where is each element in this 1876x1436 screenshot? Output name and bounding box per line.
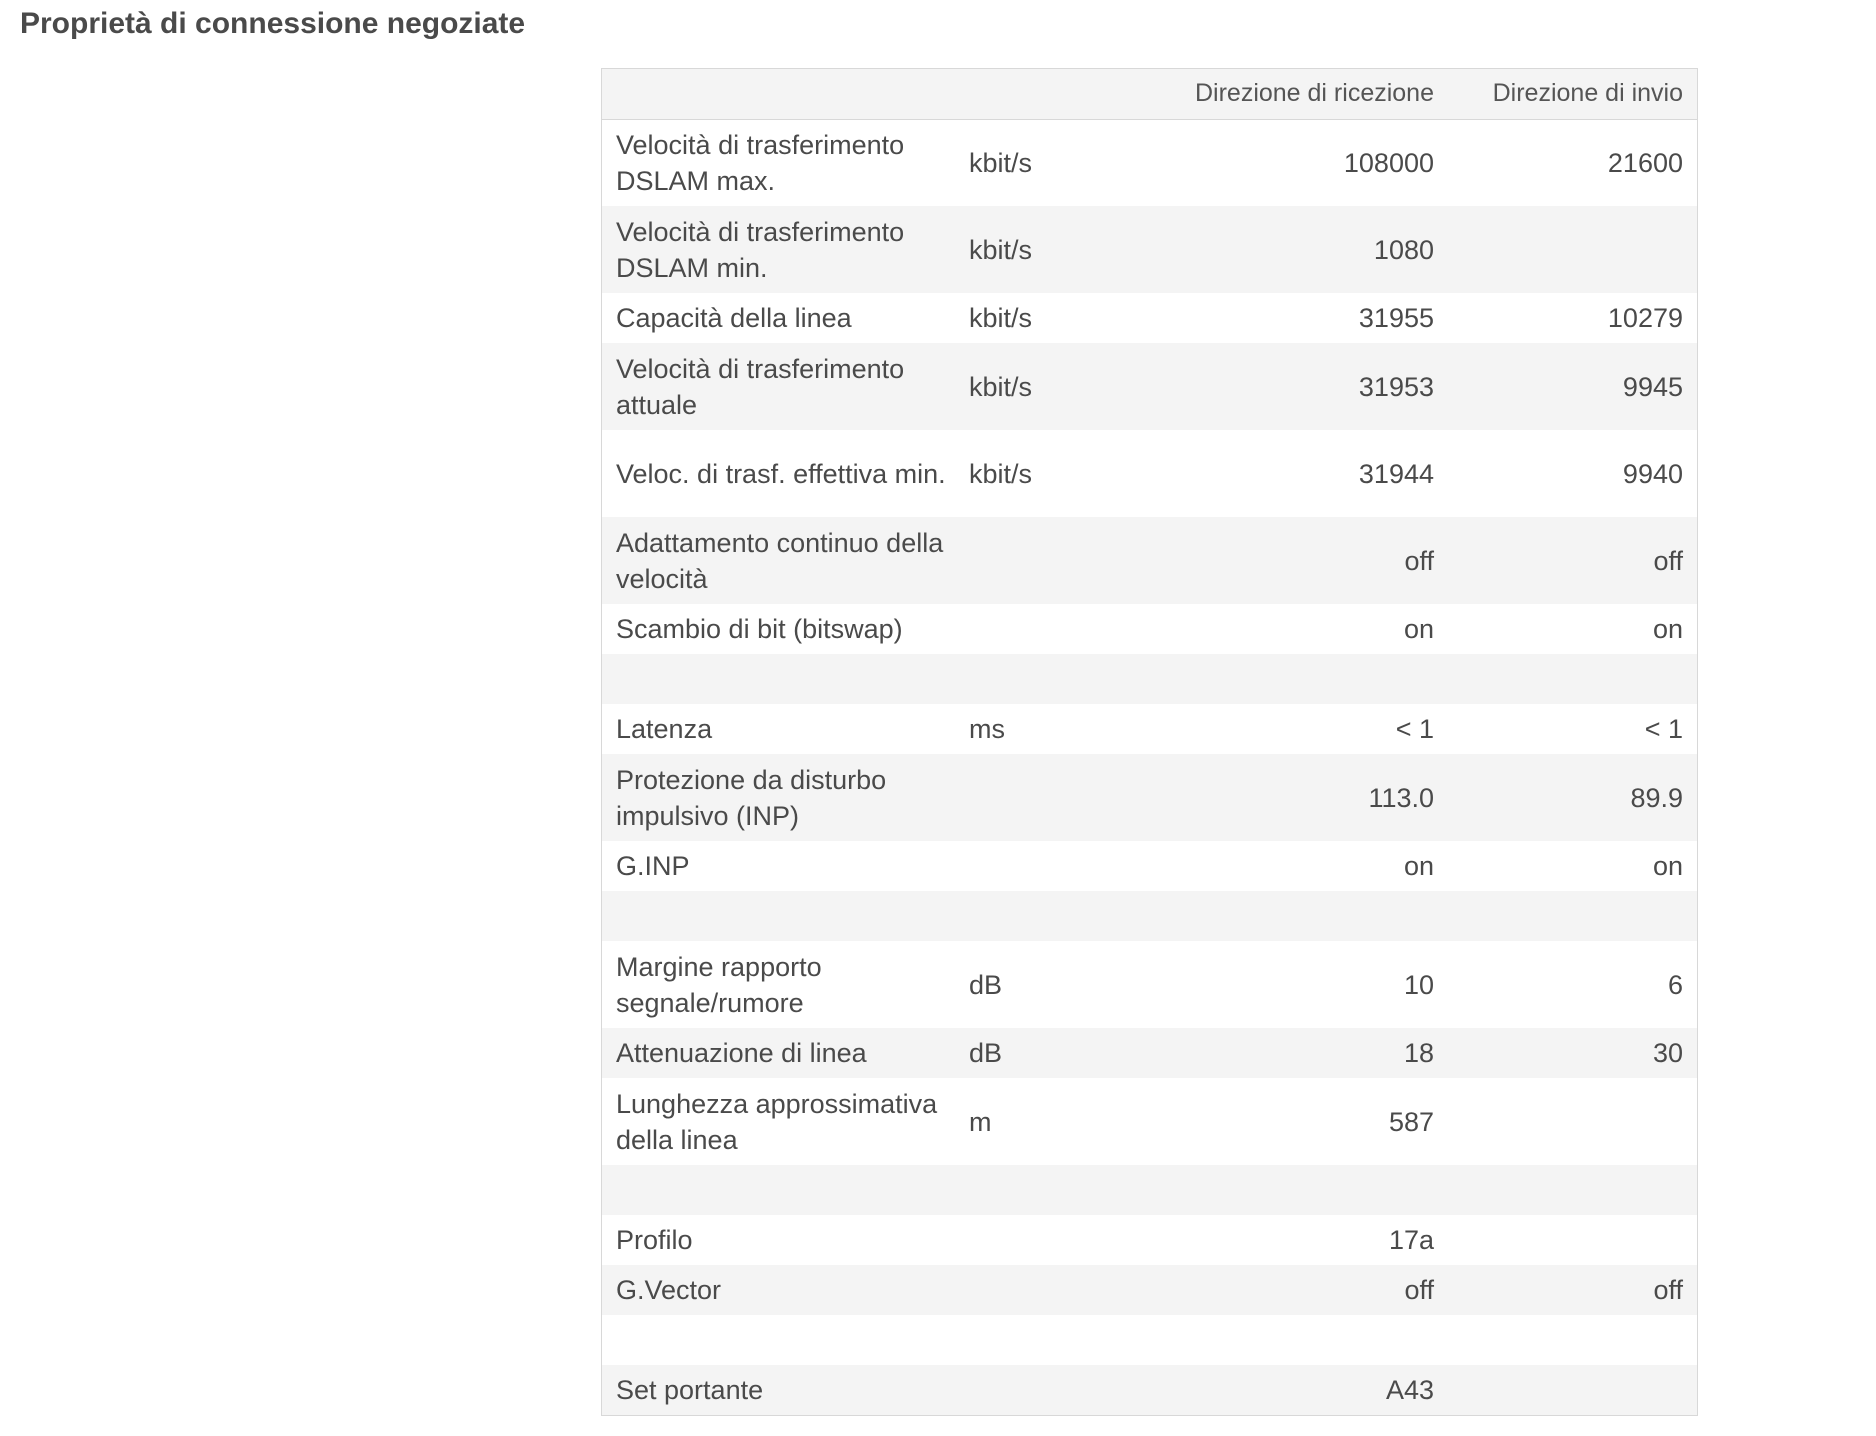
row-unit: dB	[969, 969, 1003, 1000]
row-label: Attenuazione di linea	[616, 1038, 867, 1068]
spacer-row	[602, 891, 1697, 941]
row-receive-value: 1080	[1373, 234, 1434, 265]
row-unit: kbit/s	[969, 234, 1033, 265]
row-send-value	[1448, 1215, 1697, 1265]
table-row	[602, 293, 1697, 343]
row-label: Set portante	[616, 1375, 764, 1405]
row-send-value	[1448, 1315, 1697, 1365]
row-label: Adattamento continuo della velocità	[616, 527, 944, 594]
table-row	[602, 754, 1697, 841]
row-receive-value: 31953	[1358, 371, 1434, 402]
row-label: Latenza	[616, 714, 713, 744]
row-unit: ms	[969, 714, 1005, 744]
spacer-row	[602, 1315, 1697, 1365]
row-receive-value	[1155, 891, 1448, 941]
row-receive-value: on	[1403, 851, 1434, 881]
table-row	[602, 841, 1697, 891]
row-send-value: on	[1652, 614, 1683, 644]
header-receive-direction: Direzione di ricezione	[1194, 79, 1434, 108]
table-row	[602, 206, 1697, 293]
row-unit	[955, 654, 1155, 704]
row-label: G.INP	[616, 851, 690, 881]
row-send-value: 6	[1667, 969, 1683, 1000]
row-receive-value: 31944	[1358, 458, 1434, 489]
row-send-value: off	[1653, 1275, 1683, 1305]
row-send-value: 89.9	[1630, 782, 1683, 813]
table-row	[602, 1265, 1697, 1315]
row-label: Margine rapporto segnale/rumore	[616, 951, 822, 1018]
row-send-value: < 1	[1644, 714, 1683, 744]
row-receive-value: A43	[1385, 1375, 1434, 1405]
row-unit: kbit/s	[969, 147, 1033, 178]
table-row	[602, 1215, 1697, 1265]
row-label: Velocità di trasferimento DSLAM max.	[616, 129, 905, 196]
row-unit	[955, 754, 1155, 841]
row-label	[602, 654, 955, 704]
row-unit	[955, 1365, 1155, 1415]
row-unit: kbit/s	[969, 458, 1033, 489]
row-send-value	[1448, 1078, 1697, 1165]
row-send-value: on	[1652, 851, 1683, 881]
row-unit	[955, 1165, 1155, 1215]
row-send-value: 10279	[1607, 303, 1683, 333]
row-send-value: 9945	[1622, 371, 1683, 402]
table-row	[602, 1365, 1697, 1415]
row-label: Scambio di bit (bitswap)	[616, 614, 903, 644]
table-row	[602, 941, 1697, 1028]
table-row	[602, 1078, 1697, 1165]
table-header-row	[602, 69, 1697, 119]
table-row	[602, 343, 1697, 430]
row-receive-value: off	[1404, 1275, 1434, 1305]
table-row	[602, 517, 1697, 604]
row-send-value: 21600	[1607, 147, 1683, 178]
header-unit	[955, 69, 1155, 119]
header-send-direction: Direzione di invio	[1492, 79, 1683, 108]
row-unit	[955, 604, 1155, 654]
row-label: Protezione da disturbo impulsivo (INP)	[616, 764, 887, 831]
row-unit: kbit/s	[969, 303, 1033, 333]
row-label: Lunghezza approssimativa della linea	[616, 1088, 938, 1155]
table-row	[602, 119, 1697, 206]
spacer-row	[602, 654, 1697, 704]
row-unit	[955, 1315, 1155, 1365]
table-row	[602, 604, 1697, 654]
row-label	[602, 1315, 955, 1365]
row-unit	[955, 891, 1155, 941]
row-receive-value: 108000	[1343, 147, 1434, 178]
section-title: Proprietà di connessione negoziate	[20, 7, 526, 40]
row-label: G.Vector	[616, 1275, 722, 1305]
row-unit	[955, 841, 1155, 891]
row-receive-value: 10	[1403, 969, 1434, 1000]
row-receive-value	[1155, 654, 1448, 704]
table-row	[602, 1028, 1697, 1078]
row-send-value	[1448, 1365, 1697, 1415]
row-send-value: 9940	[1622, 458, 1683, 489]
row-unit	[955, 1215, 1155, 1265]
row-receive-value: 113.0	[1368, 782, 1434, 813]
row-label: Veloc. di trasf. effettiva min.	[616, 458, 946, 489]
row-receive-value	[1155, 1315, 1448, 1365]
row-send-value: 30	[1652, 1038, 1683, 1068]
row-receive-value: off	[1404, 545, 1434, 576]
row-receive-value: 587	[1388, 1106, 1434, 1137]
spacer-row	[602, 1165, 1697, 1215]
row-send-value: off	[1653, 545, 1683, 576]
row-unit: kbit/s	[969, 371, 1033, 402]
row-send-value	[1448, 891, 1697, 941]
connection-properties-table	[601, 68, 1698, 1416]
row-unit: dB	[969, 1038, 1003, 1068]
row-receive-value: on	[1403, 614, 1434, 644]
table-row	[602, 430, 1697, 517]
row-send-value	[1448, 206, 1697, 293]
row-unit	[955, 517, 1155, 604]
row-send-value	[1448, 654, 1697, 704]
row-label	[602, 891, 955, 941]
row-unit: m	[969, 1106, 992, 1137]
row-send-value	[1448, 1165, 1697, 1215]
row-receive-value: 17a	[1388, 1225, 1434, 1255]
table-row	[602, 704, 1697, 754]
row-label: Velocità di trasferimento DSLAM min.	[616, 216, 905, 283]
row-label: Capacità della linea	[616, 303, 852, 333]
row-unit	[955, 1265, 1155, 1315]
row-receive-value: 31955	[1358, 303, 1434, 333]
header-label	[602, 69, 955, 119]
row-receive-value: < 1	[1395, 714, 1434, 744]
row-label: Profilo	[616, 1225, 693, 1255]
row-receive-value: 18	[1403, 1038, 1434, 1068]
row-label: Velocità di trasferimento attuale	[616, 353, 905, 420]
row-label	[602, 1165, 955, 1215]
row-receive-value	[1155, 1165, 1448, 1215]
